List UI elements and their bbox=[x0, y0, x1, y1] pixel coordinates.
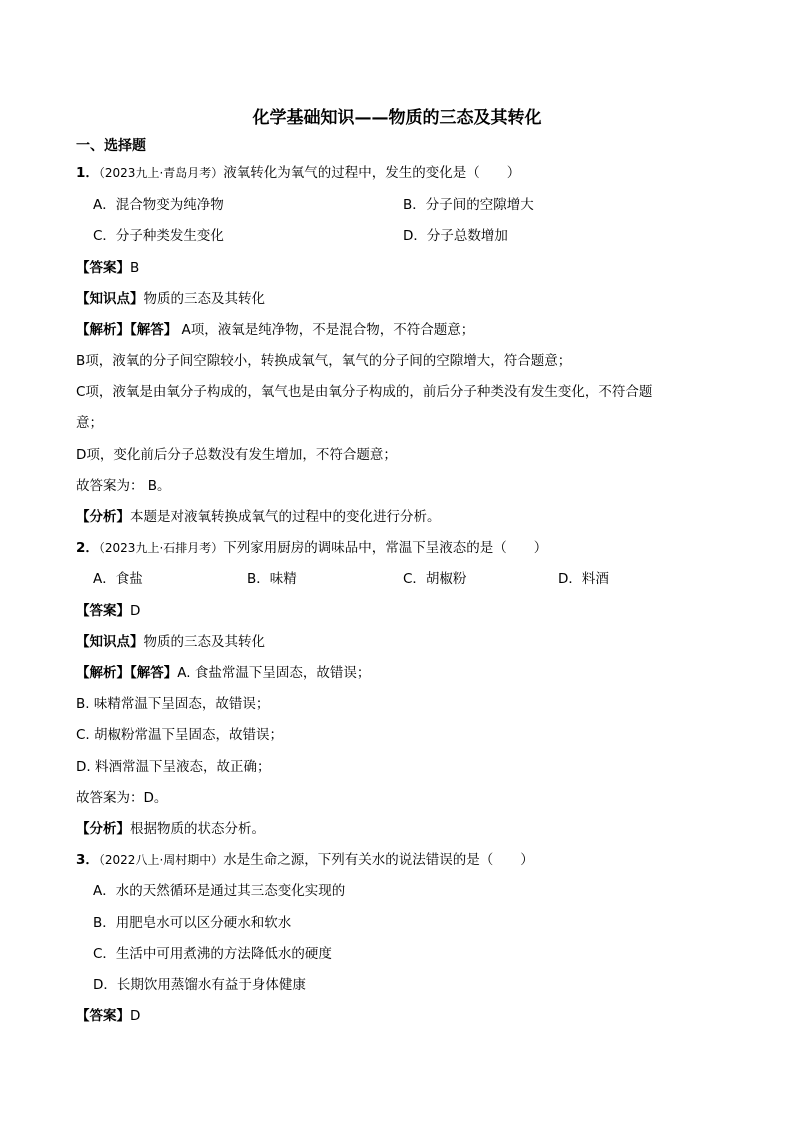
page-title: 化学基础知识——物质的三态及其转化 bbox=[252, 108, 542, 128]
question-2-stem bbox=[76, 538, 547, 558]
q1-analysis-line bbox=[76, 320, 474, 340]
question-text: 下列家用厨房的调味品中，常温下呈液态的是（ ） bbox=[223, 540, 548, 556]
q1-analysis-line: B项，液氧的分子间空隙较小，转换成氧气，氧气的分子间的空隙增大，符合题意； bbox=[76, 353, 572, 369]
q1-analysis-line: C项，液氧是由氧分子构成的，氧气也是由氧分子构成的，前后分子种类没有发生变化，不符合题 bbox=[76, 384, 653, 400]
knowledge-value: 物质的三态及其转化 bbox=[143, 634, 265, 650]
answer-label: 【答案】 bbox=[76, 1008, 130, 1024]
q1-option-b: B．分子间的空隙增大 bbox=[403, 197, 534, 213]
answer-value: D bbox=[130, 1008, 141, 1024]
answer-label: 【答案】 bbox=[76, 260, 130, 276]
q2-analysis-line: 故答案为：D。 bbox=[76, 790, 168, 806]
knowledge-label: 【知识点】 bbox=[76, 634, 144, 650]
question-source: （2022八上·周村期中） bbox=[98, 853, 224, 867]
q2-summary bbox=[76, 819, 265, 839]
q1-knowledge-point bbox=[76, 289, 265, 309]
q1-answer bbox=[76, 258, 139, 278]
knowledge-value: 物质的三态及其转化 bbox=[143, 291, 265, 307]
q2-option-d: D．料酒 bbox=[558, 571, 609, 587]
q1-option-a: A．混合物变为纯净物 bbox=[93, 197, 224, 213]
summary-text: 根据物质的状态分析。 bbox=[130, 821, 265, 837]
q3-option-b: B．用肥皂水可以区分硬水和软水 bbox=[93, 915, 292, 931]
analysis-text: A项，液氧是纯净物，不是混合物，不符合题意； bbox=[177, 322, 475, 338]
q3-answer bbox=[76, 1006, 140, 1026]
question-3-stem bbox=[76, 850, 534, 870]
q3-option-a: A．水的天然循环是通过其三态变化实现的 bbox=[93, 883, 346, 899]
q2-analysis-line: C. 胡椒粉常温下呈固态，故错误； bbox=[76, 727, 284, 743]
q1-analysis-line: D项，变化前后分子总数没有发生增加，不符合题意； bbox=[76, 447, 397, 463]
q2-analysis-line bbox=[76, 663, 370, 683]
q1-option-d: D．分子总数增加 bbox=[403, 228, 508, 244]
question-number: 2． bbox=[76, 540, 99, 556]
analysis-label: 【解析】【解答】 bbox=[76, 322, 178, 338]
question-source: （2023九上·石排月考） bbox=[98, 541, 224, 555]
q2-option-a: A．食盐 bbox=[93, 571, 143, 587]
q1-summary bbox=[76, 507, 441, 527]
q1-analysis-line: 意； bbox=[76, 415, 103, 431]
summary-label: 【分析】 bbox=[76, 821, 130, 837]
analysis-label: 【解析】【解答】 bbox=[76, 665, 178, 681]
answer-value: D bbox=[130, 603, 141, 619]
question-1-stem bbox=[76, 163, 520, 183]
question-number: 3． bbox=[76, 852, 99, 868]
question-text: 液氧转化为氧气的过程中，发生的变化是（ ） bbox=[223, 165, 521, 181]
q3-option-c: C．生活中可用煮沸的方法降低水的硬度 bbox=[93, 946, 332, 962]
q3-option-d: D．长期饮用蒸馏水有益于身体健康 bbox=[93, 977, 306, 993]
question-number: 1． bbox=[76, 165, 99, 181]
question-text: 水是生命之源，下列有关水的说法错误的是（ ） bbox=[223, 852, 534, 868]
q2-option-c: C．胡椒粉 bbox=[403, 571, 467, 587]
q2-answer bbox=[76, 601, 140, 621]
analysis-text: A. 食盐常温下呈固态，故错误； bbox=[177, 665, 371, 681]
q2-analysis-line: B. 味精常温下呈固态，故错误； bbox=[76, 696, 270, 712]
question-source: （2023九上·青岛月考） bbox=[98, 166, 224, 180]
q2-knowledge-point bbox=[76, 632, 265, 652]
summary-label: 【分析】 bbox=[76, 509, 130, 525]
answer-label: 【答案】 bbox=[76, 603, 130, 619]
knowledge-label: 【知识点】 bbox=[76, 291, 144, 307]
q1-option-c: C．分子种类发生变化 bbox=[93, 228, 224, 244]
section-heading: 一、选择题 bbox=[76, 138, 146, 154]
answer-value: B bbox=[130, 260, 140, 276]
q2-analysis-line: D. 料酒常温下呈液态，故正确； bbox=[76, 759, 271, 775]
summary-text: 本题是对液氧转换成氧气的过程中的变化进行分析。 bbox=[130, 509, 441, 525]
q1-analysis-line: 故答案为： B。 bbox=[76, 478, 171, 494]
q2-option-b: B．味精 bbox=[247, 571, 297, 587]
